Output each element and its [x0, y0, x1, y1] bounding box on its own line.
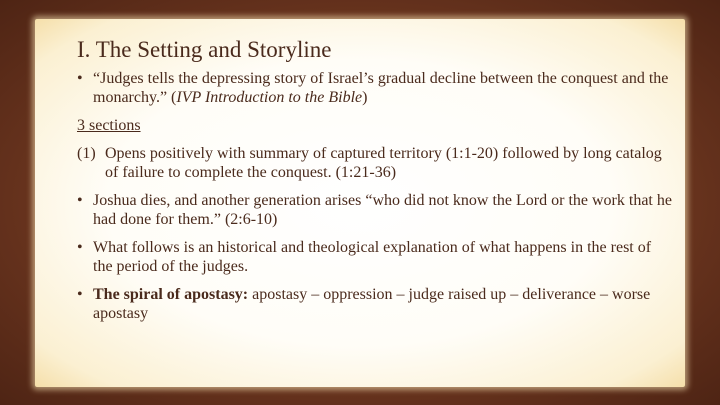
bullet-marker: • [77, 70, 83, 87]
numbered-item-text: Opens positively with summary of captured territory (1:1-20) followed by long catalog of failure to complete the conquest. (1:21-36) [105, 145, 662, 181]
bullet-item-quote [77, 69, 672, 107]
bullet-marker: • [77, 239, 83, 256]
numbered-item-1 [77, 144, 672, 182]
slide-content [77, 69, 672, 332]
bullet-item-explanation [77, 238, 672, 276]
bullet-item-joshua [77, 191, 672, 229]
spiral-text-block [93, 285, 672, 323]
spiral-label: The spiral of apostasy: [93, 286, 249, 303]
numbered-marker: (1) [77, 145, 96, 162]
section-heading: 3 sections [77, 117, 141, 134]
spiral-text: apostasy – oppression – judge raised up – deliverance – worse apostasy [93, 286, 651, 322]
quote-close: ) [362, 89, 368, 106]
bullet-item-spiral [77, 285, 672, 323]
quote-text-block [93, 69, 672, 107]
bullet-text: What follows is an historical and theological explanation of what happens in the rest of the period of the judges. [93, 239, 652, 275]
quote-source: IVP Introduction to the Bible [176, 89, 363, 106]
slide-title: I. The Setting and Storyline [77, 37, 332, 62]
bullet-text: Joshua dies, and another generation arises “who did not know the Lord or the work that he had done for them.” (2:6-10) [93, 192, 672, 228]
slide-card [35, 19, 685, 387]
quote-text: “Judges tells the depressing story of Israel’s gradual decline between the conquest and the monarchy.” ( [93, 70, 669, 106]
bullet-marker: • [77, 192, 83, 209]
bullet-marker: • [77, 286, 83, 303]
